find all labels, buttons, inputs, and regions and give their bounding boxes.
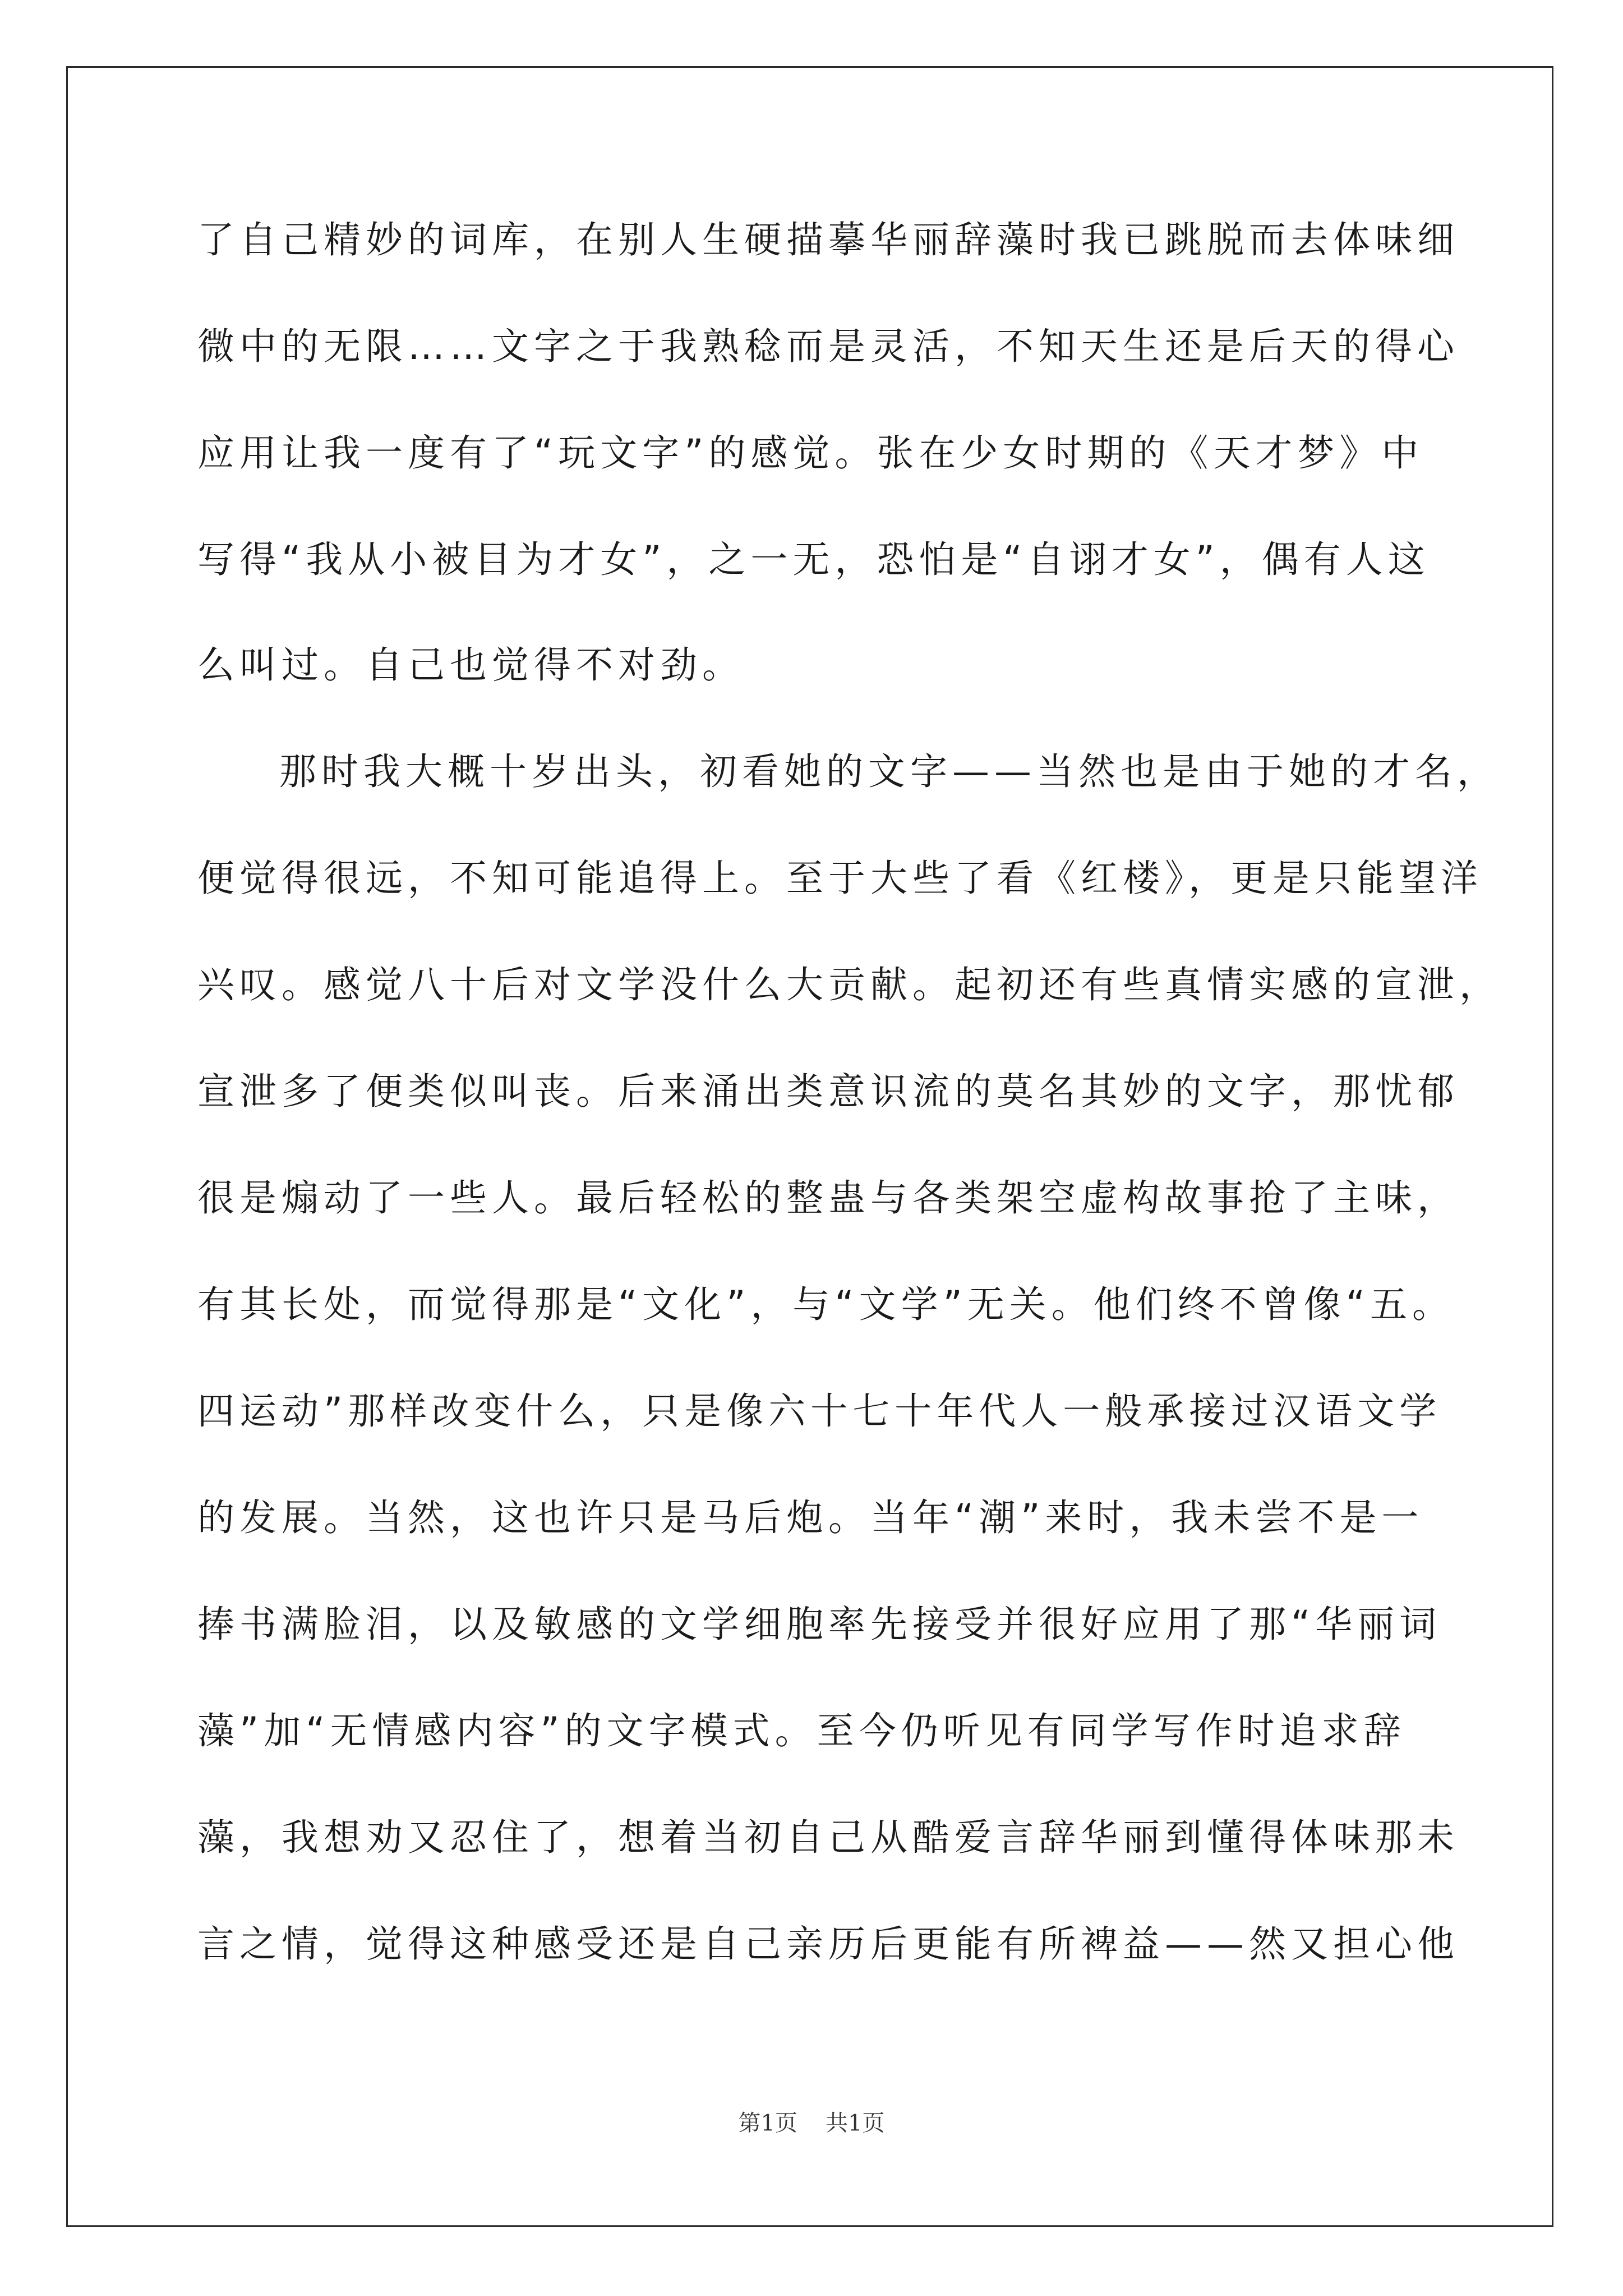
text-line-9: 宣泄多了便类似叫丧。后来涌出类意识流的莫名其妙的文字，那忧郁 [197, 1070, 1459, 1113]
text-line-7: 便觉得很远，不知可能追得上。至于大些了看《红楼》，更是只能望洋 [197, 857, 1483, 900]
page-total: 共1页 [826, 2110, 885, 2136]
page-number: 第1页 [738, 2110, 797, 2136]
text-line-11: 有其长处，而觉得那是“文化”，与“文学”无关。他们终不曾像“五。 [197, 1283, 1454, 1326]
page-footer [0, 2109, 1623, 2137]
text-line-12: 四运动”那样改变什么，只是像六十七十年代人一般承接过汉语文学 [197, 1389, 1442, 1433]
text-line-10: 很是煽动了一些人。最后轻松的整蛊与各类架空虚构故事抢了主味， [197, 1176, 1459, 1220]
text-line-8: 兴叹。感觉八十后对文学没什么大贡献。起初还有些真情实感的宣泄， [197, 963, 1501, 1006]
text-line-3: 应用让我一度有了“玩文字”的感觉。张在少女时期的《天才梦》中 [197, 431, 1424, 475]
text-line-13: 的发展。当然，这也许只是马后炮。当年“潮”来时，我未尝不是一 [197, 1496, 1424, 1539]
text-line-5: 么叫过。自己也觉得不对劲。 [197, 643, 744, 687]
text-line-2: 微中的无限……文字之于我熟稔而是灵活，不知天生还是后天的得心 [197, 325, 1459, 368]
text-line-17: 言之情，觉得这种感受还是自己亲历后更能有所裨益——然又担心他 [197, 1922, 1459, 1966]
text-line-1: 了自己精妙的词库，在别人生硬描摹华丽辞藻时我已跳脱而去体味细 [197, 218, 1459, 261]
page-frame [66, 66, 1553, 2227]
text-line-14: 捧书满脸泪，以及敏感的文学细胞率先接受并很好应用了那“华丽词 [197, 1603, 1442, 1646]
text-line-16: 藻，我想劝又忍住了，想着当初自己从酷爱言辞华丽到懂得体味那未 [197, 1816, 1459, 1859]
text-line-4: 写得“我从小被目为才女”，之一无，恐怕是“自诩才女”，偶有人这 [197, 538, 1430, 581]
text-line-6: 那时我大概十岁出头，初看她的文字——当然也是由于她的才名， [279, 750, 1499, 793]
text-line-15: 藻”加“无情感内容”的文字模式。至今仍听见有同学写作时追求辞 [197, 1709, 1406, 1752]
